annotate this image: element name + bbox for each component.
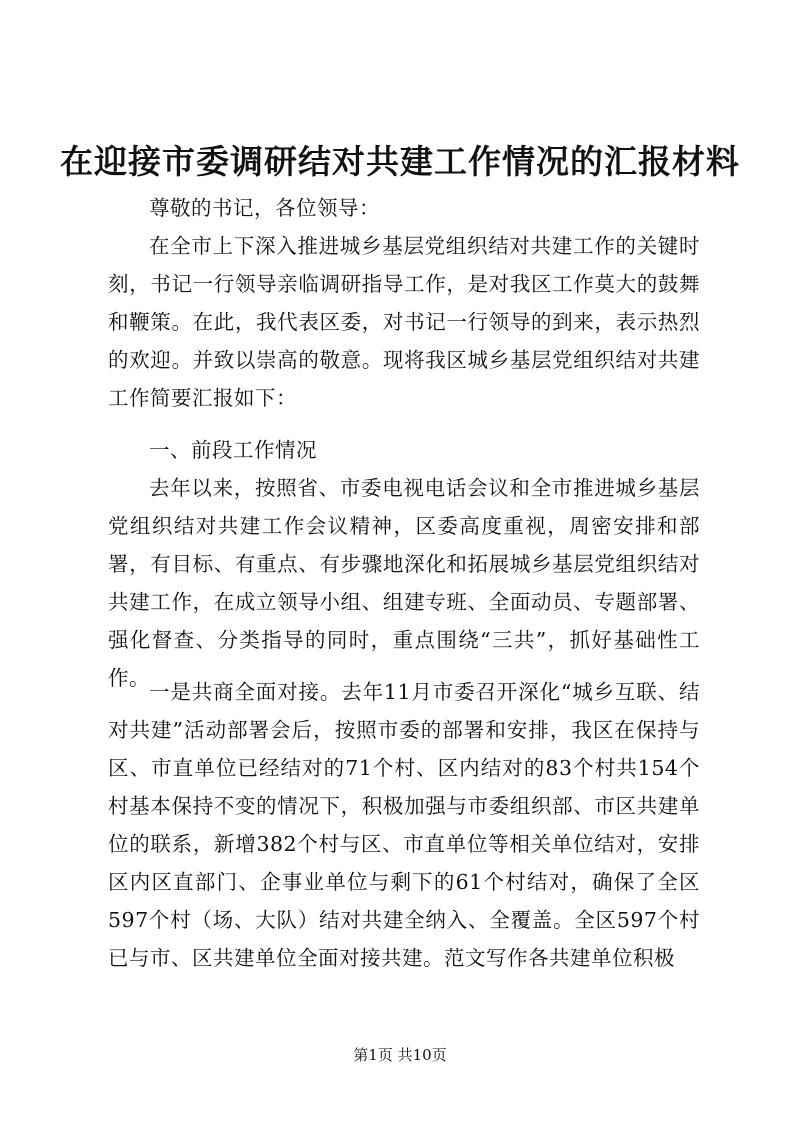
page-number: 第1页 共10页	[353, 1046, 447, 1064]
document-title: 在迎接市委调研结对共建工作情况的汇报材料	[60, 142, 740, 181]
paragraph-work-status: 去年以来，按照省、市委电视电话会议和全市推进城乡基层党组织结对共建工作会议精神，区委高度重视，周密安排和部署，有目标、有重点、有步骤地深化和拓展城乡基层党组织结对共建工作，在成立领导小组、组建专班、全面动员、专题部署、强化督查、分类指导的同时，重点围绕“三共”，抓好基础性工作。	[108, 476, 700, 690]
salutation: 尊敬的书记，各位领导：	[149, 196, 380, 220]
paragraph-intro: 在全市上下深入推进城乡基层党组织结对共建工作的关键时刻，书记一行领导亲临调研指导工作，是对我区工作莫大的鼓舞和鞭策。在此，我代表区委，对书记一行领导的到来，表示热烈的欢迎。并致以崇高的敬意。现将我区城乡基层党组织结对共建工作简要汇报如下：	[108, 234, 700, 410]
paragraph-joint-docking: 一是共商全面对接。去年11月市委召开深化“城乡互联、结对共建”活动部署会后，按照市委的部署和安排，我区在保持与区、市直单位已经结对的71个村、区内结对的83个村共154个村基本保持不变的情况下，积极加强与市委组织部、市区共建单位的联系，新增382个村与区、市直单位等相关单位结对，安排区内区直部门、企事业单位与剩下的61个村结对，确保了全区597个村（场、大队）结对共建全纳入、全覆盖。全区597个村已与市、区共建单位全面对接共建。范文写作各共建单位积极	[108, 680, 700, 970]
section-heading: 一、前段工作情况	[149, 438, 317, 462]
